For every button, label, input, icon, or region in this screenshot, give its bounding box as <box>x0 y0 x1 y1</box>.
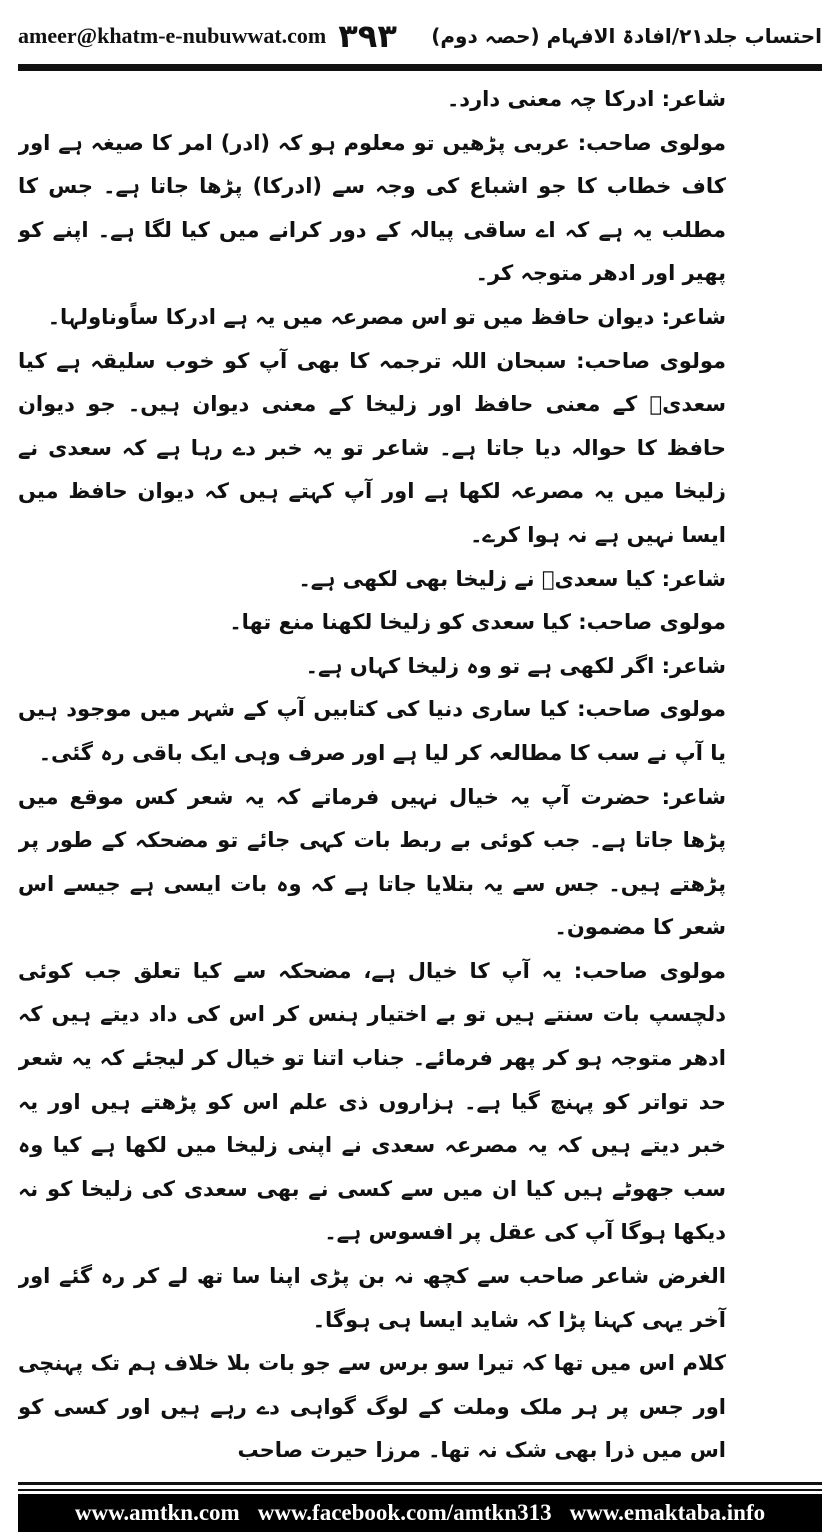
header-title: احتساب جلد۲۱/افادۃ الافہام (حصہ دوم) <box>431 24 822 48</box>
paragraph: کلام اس میں تھا کہ تیرا سو برس سے جو بات بلا خلاف ہم تک پہنچی اور جس پر ہر ملک وملت کے لوگ گواہی دے رہے ہیں اور کسی کو اس میں ذرا بھی شک نہ تھا۔ مرزا حیرت صاحب <box>18 1351 726 1463</box>
paragraph: مولوی صاحب: سبحان اللہ ترجمہ کا بھی آپ کو خوب سلیقہ ہے کیا سعدیؒ کے معنی حافظ اور زلیخا کے معنی دیوان ہیں۔ جو دیوان حافظ کا حوالہ دیا جاتا ہے۔ شاعر تو یہ خبر دے رہا ہے کہ سعدی نے زلیخا میں یہ مصرعہ لکھا ہے اور آپ کہتے ہیں کہ دیوان حافظ میں ایسا نہیں ہے نہ ہوا کرے۔ <box>18 348 726 547</box>
header-divider <box>18 64 822 71</box>
paragraph: شاعر: دیوان حافظ میں تو اس مصرعہ میں یہ ہے ادرکا ساًوناولہا۔ <box>47 304 726 329</box>
footer-link-amtkn[interactable]: www.amtkn.com <box>74 1500 240 1525</box>
paragraph: الغرض شاعر صاحب سے کچھ نہ بن پڑی اپنا سا تھ لے کر رہ گئے اور آخر یہی کہنا پڑا کہ شاید ایسا ہی ہوگا۔ <box>18 1264 726 1332</box>
page-number: ۳۹۳ <box>338 17 397 55</box>
paragraph: مولوی صاحب: کیا سعدی کو زلیخا لکھنا منع تھا۔ <box>229 610 726 635</box>
footer-bar <box>18 1494 822 1532</box>
paragraph: مولوی صاحب: یہ آپ کا خیال ہے، مضحکہ سے کیا تعلق جب کوئی دلچسپ بات سنتے ہیں تو بے اختیار ہنس کر اس کی داد دیتے ہیں کہ ادھر متوجہ ہو کر پھر فرمائے۔ جناب اتنا تو خیال کر لیجئے کہ یہ شعر حد تواتر کو پہنچ گیا ہے۔ ہزاروں ذی علم اس کو پڑھتے ہیں اور یہ خبر دیتے ہیں کہ یہ مصرعہ سعدی نے اپنی زلیخا میں لکھا ہے کیا وہ سب جھوٹے ہیں کیا ان میں سے کسی نے بھی سعدی کی زلیخا کو نہ دیکھا ہوگا آپ کی عقل پر افسوس ہے۔ <box>18 958 726 1245</box>
paragraph: شاعر: ادرکا چہ معنی دارد۔ <box>446 87 726 111</box>
paragraph: مولوی صاحب: عربی پڑھیں تو معلوم ہو کہ (ادر) امر کا صیغہ ہے اور کاف خطاب کا جو اشباع کی وجہ سے (ادرکا) پڑھا جاتا ہے۔ جس کا مطلب یہ ہے کہ اے ساقی پیالہ کے دور کرانے میں کیا لگا ہے۔ اپنے کو پھیر اور ادھر متوجہ کر۔ <box>18 130 726 286</box>
page-header <box>18 14 822 58</box>
body-text <box>18 78 822 1472</box>
header-email[interactable]: ameer@khatm-e-nubuwwat.com <box>18 23 327 48</box>
footer-link-facebook[interactable]: www.facebook.com/amtkn313 <box>257 1500 552 1525</box>
paragraph: شاعر: کیا سعدیؒ نے زلیخا بھی لکھی ہے۔ <box>298 566 726 591</box>
paragraph: شاعر: حضرت آپ یہ خیال نہیں فرماتے کہ یہ شعر کس موقع میں پڑھا جاتا ہے۔ جب کوئی بے ربط بات کہی جائے تو مضحکہ کے طور پر پڑھتے ہیں۔ جس سے یہ بتلایا جاتا ہے کہ وہ بات ایسی ہے جیسے اس شعر کا مضمون۔ <box>18 784 726 940</box>
paragraph: شاعر: اگر لکھی ہے تو وہ زلیخا کہاں ہے۔ <box>305 653 726 678</box>
footer-link-emaktaba[interactable]: www.emaktaba.info <box>569 1500 766 1525</box>
footer-divider <box>18 1482 822 1485</box>
footer-divider-thin <box>18 1489 822 1491</box>
header-left <box>18 17 397 55</box>
paragraph: مولوی صاحب: کیا ساری دنیا کی کتابیں آپ کے شہر میں موجود ہیں یا آپ نے سب کا مطالعہ کر لیا ہے اور صرف وہی ایک باقی رہ گئی۔ <box>18 697 726 765</box>
